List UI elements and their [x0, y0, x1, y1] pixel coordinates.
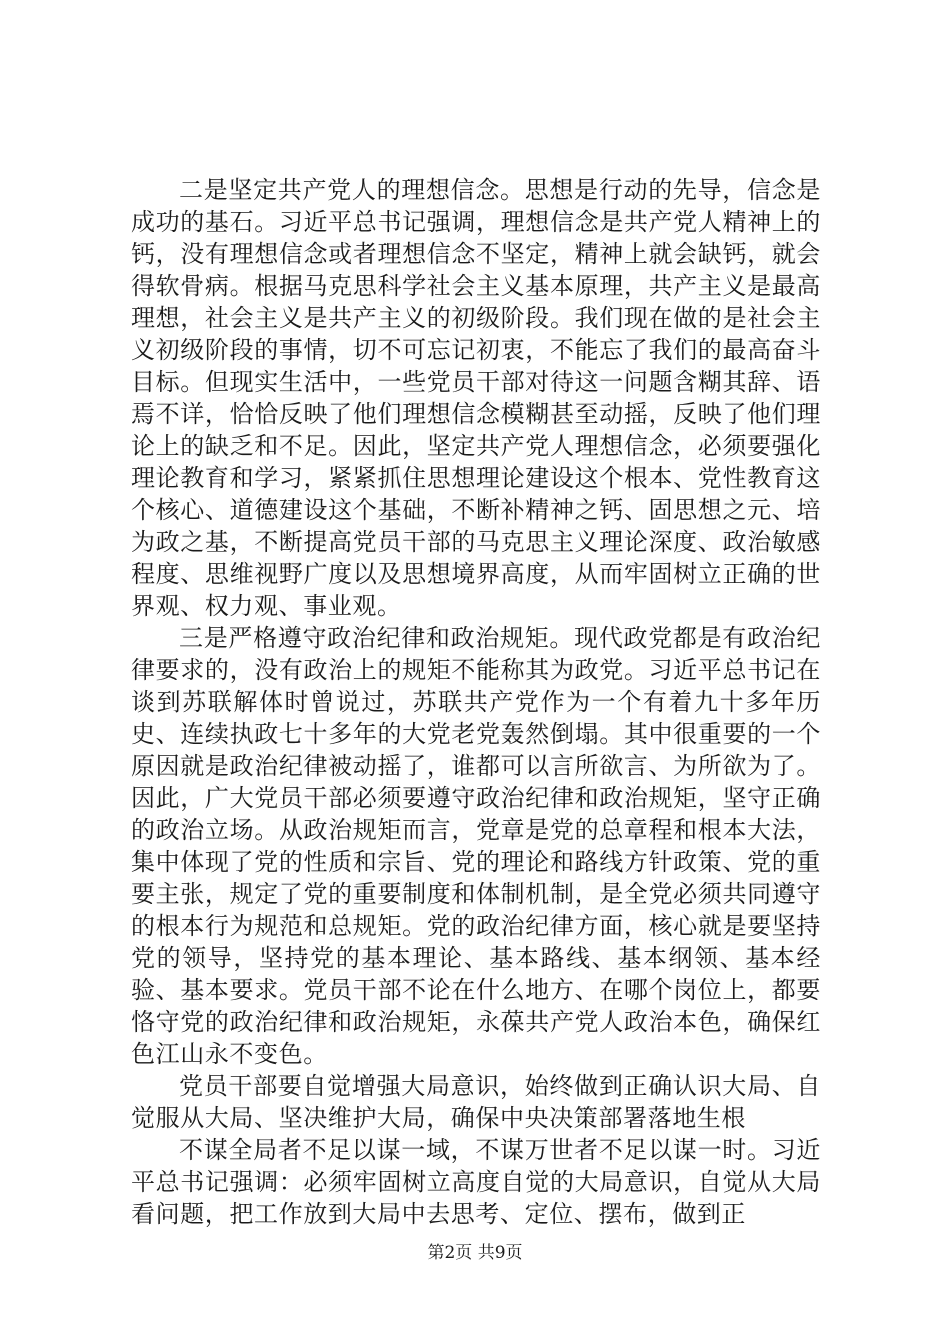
paragraph-overall-situation-heading: 党员干部要自觉增强大局意识，始终做到正确认识大局、自觉服从大局、坚决维护大局，确保中央决策部署落地生根: [131, 1072, 821, 1132]
paragraph-political-discipline: 三是严格遵守政治纪律和政治规矩。现代政党都是有政治纪律要求的，没有政治上的规矩不能称其为政党。习近平总书记在谈到苏联解体时曾说过，苏联共产党作为一个有着九十多年历史、连续执政七十多年的大党老党轰然倒塌。其中很重要的一个原因就是政治纪律被动摇了，谁都可以言所欲言、为所欲为了。因此，广大党员干部必须要遵守政治纪律和政治规矩，坚守正确的政治立场。从政治规矩而言，党章是党的总章程和根本大法，集中体现了党的性质和宗旨、党的理论和路线方针政策、党的重要主张，规定了党的重要制度和体制机制，是全党必须共同遵守的根本行为规范和总规矩。党的政治纪律方面，核心就是要坚持党的领导，坚持党的基本理论、基本路线、基本纲领、基本经验、基本要求。党员干部不论在什么地方、在哪个岗位上，都要恪守党的政治纪律和政治规矩，永葆共产党人政治本色，确保红色江山永不变色。: [131, 624, 821, 1068]
paragraph-ideals-and-beliefs: 二是坚定共产党人的理想信念。思想是行动的先导，信念是成功的基石。习近平总书记强调，理想信念是共产党人精神上的钙，没有理想信念或者理想信念不坚定，精神上就会缺钙，就会得软骨病。根据马克思科学社会主义基本原理，共产主义是最高理想，社会主义是共产主义的初级阶段。我们现在做的是社会主义初级阶段的事情，切不可忘记初衷，不能忘了我们的最高奋斗目标。但现实生活中，一些党员干部对待这一问题含糊其辞、语焉不详，恰恰反映了他们理想信念模糊甚至动摇，反映了他们理论上的缺乏和不足。因此，坚定共产党人理想信念，必须要强化理论教育和学习，紧紧抓住思想理论建设这个根本、党性教育这个核心、道德建设这个基础，不断补精神之钙、固思想之元、培为政之基，不断提高党员干部的马克思主义理论深度、政治敏感程度、思维视野广度以及思想境界高度，从而牢固树立正确的世界观、权力观、事业观。: [131, 176, 821, 620]
document-body: [131, 174, 821, 1230]
page-number-footer: 第2页 共9页: [427, 1243, 523, 1263]
paragraph-overall-situation: 不谋全局者不足以谋一域，不谋万世者不足以谋一时。习近平总书记强调：必须牢固树立高度自觉的大局意识，自觉从大局看问题，把工作放到大局中去思考、定位、摆布，做到正: [131, 1136, 821, 1228]
